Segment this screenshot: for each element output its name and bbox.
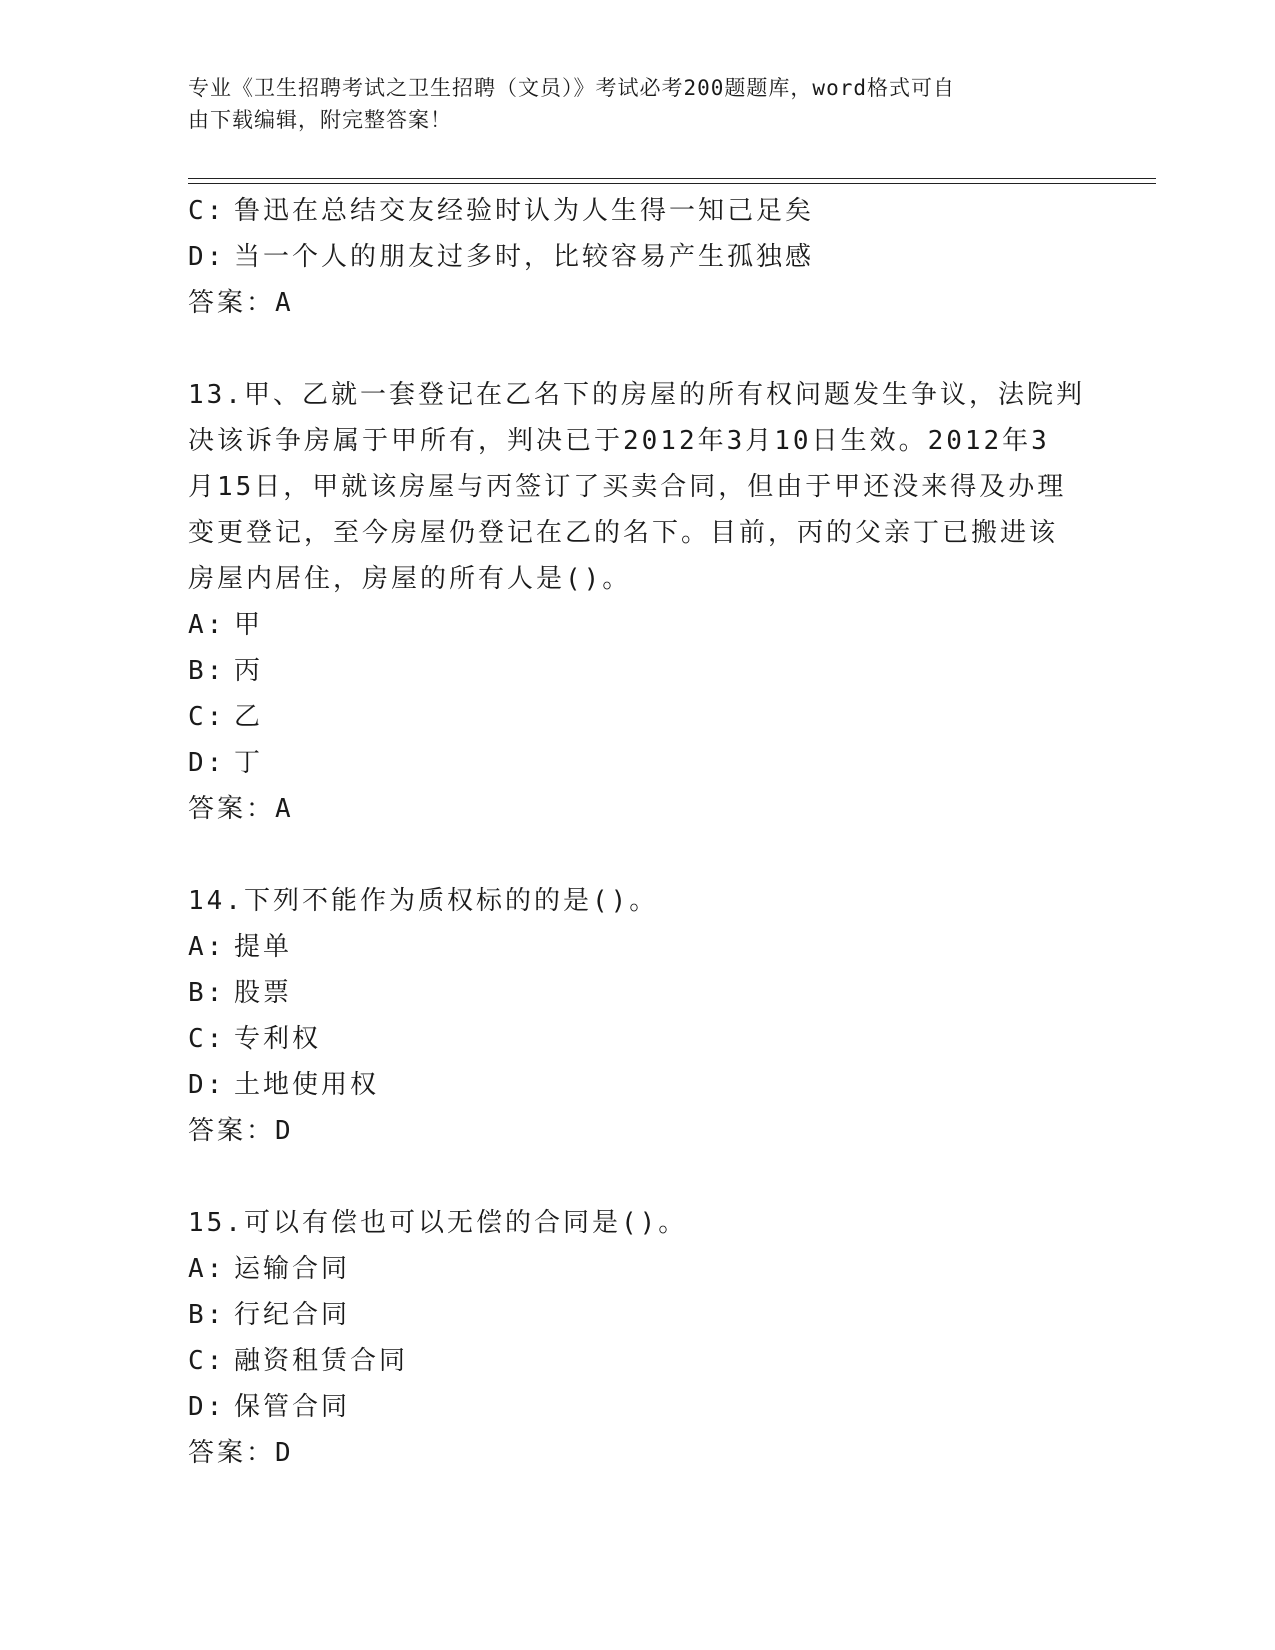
option-key: B:: [188, 1300, 226, 1330]
option-text: 运输合同: [234, 1254, 351, 1284]
question-text-line: 月15日，甲就该房屋与丙签订了买卖合同，但由于甲还没来得及办理: [188, 472, 1067, 502]
question-text-line: 15.可以有偿也可以无偿的合同是()。: [188, 1208, 688, 1238]
option-c: [188, 188, 1088, 234]
option-d: [188, 740, 1088, 786]
question-gap: [188, 326, 1088, 372]
question-text-line: 决该诉争房属于甲所有，判决已于2012年3月10日生效。2012年3: [188, 426, 1050, 456]
answer-line: 答案：D: [188, 1116, 294, 1146]
option-text: 专利权: [234, 1024, 322, 1054]
option-text: 提单: [234, 932, 293, 962]
question-text-line: 房屋内居住，房屋的所有人是()。: [188, 564, 632, 594]
question-text-line: 13.甲、乙就一套登记在乙名下的房屋的所有权问题发生争议，法院判: [188, 380, 1085, 410]
question-content: [188, 188, 1088, 1476]
answer-line: 答案：A: [188, 288, 294, 318]
option-key: A:: [188, 1254, 226, 1284]
option-key: C:: [188, 196, 226, 226]
option-key: D:: [188, 242, 226, 272]
question-gap: [188, 1154, 1088, 1200]
option-key: A:: [188, 610, 226, 640]
document-header: [188, 72, 1068, 136]
option-b: [188, 970, 1088, 1016]
option-text: 丁: [234, 748, 264, 778]
header-line-1: 专业《卫生招聘考试之卫生招聘（文员）》考试必考200题题库，word格式可自: [188, 76, 955, 100]
option-key: D:: [188, 1070, 226, 1100]
option-c: [188, 1016, 1088, 1062]
option-text: 土地使用权: [234, 1070, 380, 1100]
header-divider-bottom: [188, 183, 1156, 184]
option-text: 融资租赁合同: [234, 1346, 409, 1376]
answer-line: 答案：D: [188, 1438, 294, 1468]
question-gap: [188, 832, 1088, 878]
question-14: [188, 878, 1088, 1154]
option-text: 保管合同: [234, 1392, 351, 1422]
option-text: 乙: [234, 702, 264, 732]
option-d: [188, 1062, 1088, 1108]
answer-line: 答案：A: [188, 794, 294, 824]
option-key: B:: [188, 656, 226, 686]
option-key: D:: [188, 748, 226, 778]
option-d: [188, 1384, 1088, 1430]
continued-question: [188, 188, 1088, 326]
question-text-line: 变更登记，至今房屋仍登记在乙的名下。目前，丙的父亲丁已搬进该: [188, 518, 1059, 548]
option-text: 甲: [234, 610, 264, 640]
header-divider-top: [188, 178, 1156, 179]
option-key: C:: [188, 1346, 226, 1376]
header-line-2: 由下载编辑，附完整答案！: [188, 108, 452, 132]
question-13: [188, 372, 1088, 832]
option-a: [188, 1246, 1088, 1292]
option-b: [188, 648, 1088, 694]
option-key: C:: [188, 702, 226, 732]
option-c: [188, 1338, 1088, 1384]
option-text: 股票: [234, 978, 293, 1008]
option-text: 行纪合同: [234, 1300, 351, 1330]
option-key: B:: [188, 978, 226, 1008]
option-key: A:: [188, 932, 226, 962]
option-text: 当一个人的朋友过多时，比较容易产生孤独感: [234, 242, 815, 272]
option-text: 鲁迅在总结交友经验时认为人生得一知己足矣: [234, 196, 815, 226]
question-15: [188, 1200, 1088, 1476]
option-key: C:: [188, 1024, 226, 1054]
option-b: [188, 1292, 1088, 1338]
option-key: D:: [188, 1392, 226, 1422]
option-c: [188, 694, 1088, 740]
option-text: 丙: [234, 656, 264, 686]
question-text-line: 14.下列不能作为质权标的的是()。: [188, 886, 659, 916]
option-a: [188, 924, 1088, 970]
option-d: [188, 234, 1088, 280]
option-a: [188, 602, 1088, 648]
